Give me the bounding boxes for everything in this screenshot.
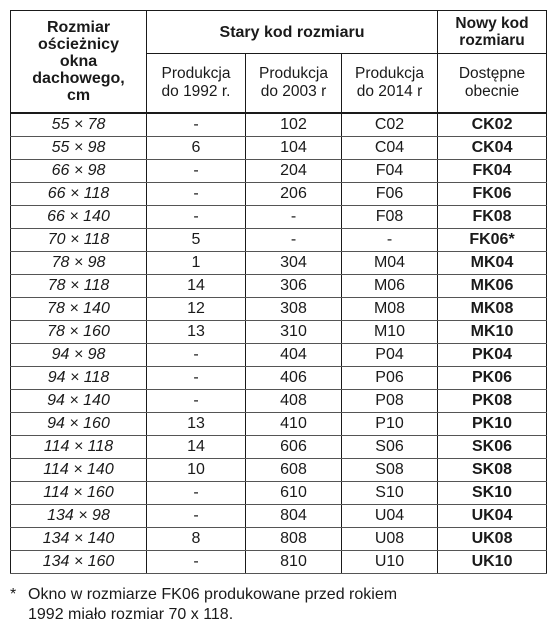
cell-current-code: MK10 (438, 321, 547, 344)
table-row (11, 551, 547, 574)
size-table-wrapper (10, 10, 546, 574)
cell-1992: - (147, 113, 246, 137)
cell-1992: 1 (147, 252, 246, 275)
cell-2003: 810 (246, 551, 342, 574)
cell-2014: F04 (342, 160, 438, 183)
header-size-line: okna (59, 53, 98, 70)
cell-size: 94 × 160 (11, 413, 147, 436)
cell-size: 134 × 140 (11, 528, 147, 551)
cell-1992: - (147, 160, 246, 183)
table-row (11, 206, 547, 229)
table-row (11, 229, 547, 252)
header-new-code-line: rozmiaru (459, 32, 525, 50)
table-row (11, 344, 547, 367)
cell-size: 55 × 98 (11, 137, 147, 160)
cell-size: 66 × 118 (11, 183, 147, 206)
footnote-text-1: Okno w rozmiarze FK06 produkowane przed rokiem (28, 586, 398, 603)
cell-current-code: PK04 (438, 344, 547, 367)
cell-1992: - (147, 206, 246, 229)
table-row (11, 160, 547, 183)
cell-size: 66 × 98 (11, 160, 147, 183)
cell-2014: - (342, 229, 438, 252)
header-new-code (438, 11, 547, 54)
header-size-line: Rozmiar (46, 19, 111, 36)
cell-2003: 610 (246, 482, 342, 505)
cell-size: 66 × 140 (11, 206, 147, 229)
footnote-text-2: 1992 miało rozmiar 70 x 118. (28, 606, 234, 623)
cell-2003: 304 (246, 252, 342, 275)
cell-2014: M08 (342, 298, 438, 321)
cell-current-code: PK06 (438, 367, 547, 390)
cell-size: 114 × 160 (11, 482, 147, 505)
table-row (11, 113, 547, 137)
cell-1992: 13 (147, 321, 246, 344)
cell-size: 94 × 118 (11, 367, 147, 390)
cell-2003: - (246, 229, 342, 252)
window-size-table (10, 10, 547, 574)
cell-2014: S10 (342, 482, 438, 505)
cell-2014: P04 (342, 344, 438, 367)
cell-current-code: MK08 (438, 298, 547, 321)
cell-size: 114 × 118 (11, 436, 147, 459)
table-row (11, 252, 547, 275)
table-body (11, 113, 547, 574)
cell-2003: 406 (246, 367, 342, 390)
cell-current-code: CK02 (438, 113, 547, 137)
cell-2003: 804 (246, 505, 342, 528)
cell-1992: 14 (147, 275, 246, 298)
cell-current-code: UK10 (438, 551, 547, 574)
cell-current-code: PK10 (438, 413, 547, 436)
cell-size: 114 × 140 (11, 459, 147, 482)
header-production-1992 (147, 54, 246, 113)
cell-current-code: FK08 (438, 206, 547, 229)
header-new-code-line: Nowy kod (455, 15, 529, 33)
header-line: Dostępne (458, 65, 526, 83)
cell-2003: 410 (246, 413, 342, 436)
cell-1992: - (147, 367, 246, 390)
cell-2014: U10 (342, 551, 438, 574)
cell-1992: 10 (147, 459, 246, 482)
cell-2003: 204 (246, 160, 342, 183)
cell-2003: 308 (246, 298, 342, 321)
table-row (11, 436, 547, 459)
cell-size: 78 × 160 (11, 321, 147, 344)
header-production-2003 (246, 54, 342, 113)
cell-2014: F08 (342, 206, 438, 229)
cell-size: 134 × 98 (11, 505, 147, 528)
header-line: Produkcja (161, 65, 231, 83)
cell-current-code: PK08 (438, 390, 547, 413)
table-row (11, 482, 547, 505)
cell-2014: C02 (342, 113, 438, 137)
cell-2014: M06 (342, 275, 438, 298)
table-row (11, 459, 547, 482)
cell-2014: P10 (342, 413, 438, 436)
table-row (11, 390, 547, 413)
header-row-top (11, 11, 547, 54)
cell-current-code: MK06 (438, 275, 547, 298)
cell-1992: 13 (147, 413, 246, 436)
cell-2003: 808 (246, 528, 342, 551)
cell-1992: - (147, 390, 246, 413)
cell-1992: 14 (147, 436, 246, 459)
cell-current-code: SK08 (438, 459, 547, 482)
cell-1992: 8 (147, 528, 246, 551)
cell-2003: 206 (246, 183, 342, 206)
cell-2003: 104 (246, 137, 342, 160)
cell-size: 78 × 140 (11, 298, 147, 321)
cell-1992: - (147, 183, 246, 206)
header-available-now (438, 54, 547, 113)
table-row (11, 137, 547, 160)
header-production-2014 (342, 54, 438, 113)
header-line: Produkcja (355, 65, 424, 83)
cell-current-code: UK08 (438, 528, 547, 551)
cell-2003: 306 (246, 275, 342, 298)
cell-2003: 408 (246, 390, 342, 413)
cell-size: 94 × 140 (11, 390, 147, 413)
table-row (11, 528, 547, 551)
cell-size: 94 × 98 (11, 344, 147, 367)
table-row (11, 275, 547, 298)
cell-2014: C04 (342, 137, 438, 160)
table-row (11, 505, 547, 528)
cell-current-code: FK04 (438, 160, 547, 183)
table-row (11, 367, 547, 390)
cell-2003: 102 (246, 113, 342, 137)
cell-2014: F06 (342, 183, 438, 206)
table-row (11, 321, 547, 344)
cell-size: 134 × 160 (11, 551, 147, 574)
header-line: do 2003 r (260, 83, 327, 101)
cell-current-code: SK06 (438, 436, 547, 459)
cell-current-code: FK06 (438, 183, 547, 206)
cell-2014: S08 (342, 459, 438, 482)
table-row (11, 413, 547, 436)
cell-current-code: SK10 (438, 482, 547, 505)
cell-1992: - (147, 551, 246, 574)
cell-1992: - (147, 344, 246, 367)
cell-size: 70 × 118 (11, 229, 147, 252)
cell-current-code: CK04 (438, 137, 547, 160)
footnote (10, 585, 546, 625)
cell-1992: 6 (147, 137, 246, 160)
cell-2014: M04 (342, 252, 438, 275)
cell-size: 55 × 78 (11, 113, 147, 137)
cell-2003: 606 (246, 436, 342, 459)
cell-2003: - (246, 206, 342, 229)
cell-2014: U08 (342, 528, 438, 551)
header-old-code: Stary kod rozmiaru (147, 11, 438, 54)
table-row (11, 298, 547, 321)
header-line: do 2014 r (356, 83, 423, 101)
table-row (11, 183, 547, 206)
footnote-line-1 (10, 585, 546, 605)
cell-1992: - (147, 505, 246, 528)
header-size-line: ościeżnicy (38, 36, 119, 53)
header-line: obecnie (464, 83, 520, 101)
cell-2003: 310 (246, 321, 342, 344)
header-line: Produkcja (259, 65, 328, 83)
cell-current-code: UK04 (438, 505, 547, 528)
header-size-line: dachowego, (32, 70, 125, 87)
cell-size: 78 × 118 (11, 275, 147, 298)
cell-size: 78 × 98 (11, 252, 147, 275)
cell-2014: P08 (342, 390, 438, 413)
header-size-line: cm (66, 87, 91, 104)
cell-2014: U04 (342, 505, 438, 528)
cell-2003: 404 (246, 344, 342, 367)
cell-1992: 12 (147, 298, 246, 321)
header-size (11, 11, 147, 114)
cell-2014: P06 (342, 367, 438, 390)
footnote-marker: * (10, 586, 17, 603)
cell-current-code: MK04 (438, 252, 547, 275)
cell-current-code: FK06* (438, 229, 547, 252)
cell-1992: 5 (147, 229, 246, 252)
cell-2014: S06 (342, 436, 438, 459)
header-line: do 1992 r. (161, 83, 231, 101)
cell-2014: M10 (342, 321, 438, 344)
cell-2003: 608 (246, 459, 342, 482)
cell-1992: - (147, 482, 246, 505)
